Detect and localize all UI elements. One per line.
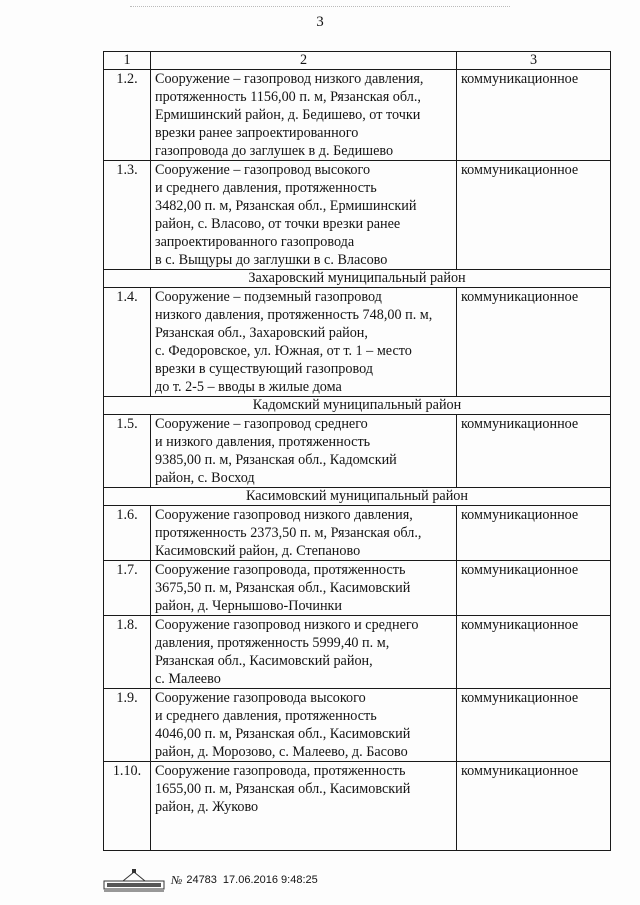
item-type: коммуникационное — [457, 616, 611, 689]
item-description — [151, 689, 457, 762]
description-line: протяженность 2373,50 п. м, Рязанская обл., — [155, 525, 422, 541]
description-line: с. Малеево — [155, 671, 221, 687]
description-line: 9385,00 п. м, Рязанская обл., Кадомский — [155, 452, 397, 468]
description-line: Сооружение газопровода, протяженность — [155, 763, 406, 779]
item-description — [151, 561, 457, 616]
description-line: Сооружение газопровод низкого и среднего — [155, 617, 419, 633]
description-line: район, д. Морозово, с. Малеево, д. Басово — [155, 744, 408, 760]
registration-number: 24783 — [186, 874, 217, 886]
description-line: район, с. Восход — [155, 470, 255, 486]
item-number: 1.9. — [104, 689, 151, 762]
description-line: Сооружение – газопровод высокого — [155, 162, 371, 178]
table-row — [104, 288, 611, 397]
scan-artifact — [130, 6, 510, 10]
page-number: 3 — [316, 14, 324, 30]
item-number: 1.8. — [104, 616, 151, 689]
item-description — [151, 288, 457, 397]
item-type: коммуникационное — [457, 415, 611, 488]
description-line: Рязанская обл., Захаровский район, — [155, 325, 368, 341]
description-line: и низкого давления, протяженность — [155, 434, 371, 450]
item-description — [151, 506, 457, 561]
description-line: 3675,50 п. м, Рязанская обл., Касимовский — [155, 580, 411, 596]
item-type: коммуникационное — [457, 288, 611, 397]
description-line: в с. Выщуры до заглушки в с. Власово — [155, 252, 388, 268]
description-line: 3482,00 п. м, Рязанская обл., Ермишинский — [155, 198, 417, 214]
table-row — [104, 689, 611, 762]
table-row — [104, 70, 611, 161]
description-line: Сооружение газопровода высокого — [155, 690, 366, 706]
item-description — [151, 70, 457, 161]
table-row — [104, 506, 611, 561]
table-row — [104, 762, 611, 851]
item-number: 1.4. — [104, 288, 151, 397]
description-line: район, д. Чернышово-Починки — [155, 598, 343, 614]
item-number: 1.3. — [104, 161, 151, 270]
column-header: 1 — [104, 52, 151, 70]
description-line: с. Федоровское, ул. Южная, от т. 1 – место — [155, 343, 412, 359]
description-line: Ермишинский район, д. Бедишево, от точки — [155, 107, 421, 123]
description-line: Рязанская обл., Касимовский район, — [155, 653, 373, 669]
column-header: 3 — [457, 52, 611, 70]
table-row — [104, 561, 611, 616]
district-label: Захаровский муниципальный район — [104, 270, 611, 288]
district-row — [104, 270, 611, 288]
registration-footer — [103, 867, 318, 893]
district-row — [104, 397, 611, 415]
table-row — [104, 616, 611, 689]
description-line: район, д. Жуково — [155, 799, 259, 815]
table-header-row — [104, 52, 611, 70]
property-table — [103, 51, 611, 851]
district-row — [104, 488, 611, 506]
item-number: 1.10. — [104, 762, 151, 851]
item-description — [151, 161, 457, 270]
description-line: и среднего давления, протяженность — [155, 180, 377, 196]
item-number: 1.2. — [104, 70, 151, 161]
item-type: коммуникационное — [457, 689, 611, 762]
item-number: 1.7. — [104, 561, 151, 616]
registration-timestamp: 17.06.2016 9:48:25 — [222, 874, 318, 886]
item-description — [151, 616, 457, 689]
item-description — [151, 415, 457, 488]
description-line: Сооружение газопровода, протяженность — [155, 562, 406, 578]
description-line: и среднего давления, протяженность — [155, 708, 377, 724]
item-type: коммуникационное — [457, 762, 611, 851]
description-line — [155, 816, 452, 834]
description-line: 4046,00 п. м, Рязанская обл., Касимовский — [155, 726, 411, 742]
item-number: 1.6. — [104, 506, 151, 561]
item-type: коммуникационное — [457, 561, 611, 616]
table-row — [104, 415, 611, 488]
building-seal-icon — [103, 867, 165, 893]
item-type: коммуникационное — [457, 70, 611, 161]
description-line: низкого давления, протяженность 748,00 п. м, — [155, 307, 433, 323]
description-line: врезки в существующий газопровод — [155, 361, 374, 377]
column-header: 2 — [151, 52, 457, 70]
item-description — [151, 762, 457, 851]
description-line: Сооружение – газопровод среднего — [155, 416, 368, 432]
description-line: Сооружение – газопровод низкого давления, — [155, 71, 424, 87]
item-type: коммуникационное — [457, 506, 611, 561]
item-number: 1.5. — [104, 415, 151, 488]
description-line: Касимовский район, д. Степаново — [155, 543, 361, 559]
description-line: давления, протяженность 5999,40 п. м, — [155, 635, 390, 651]
district-label: Касимовский муниципальный район — [104, 488, 611, 506]
description-line: район, с. Власово, от точки врезки ранее — [155, 216, 401, 232]
item-type: коммуникационное — [457, 161, 611, 270]
description-line: Сооружение – подземный газопровод — [155, 289, 382, 305]
description-line: до т. 2-5 – вводы в жилые дома — [155, 379, 342, 395]
description-line: Сооружение газопровод низкого давления, — [155, 507, 413, 523]
description-line: врезки ранее запроектированного — [155, 125, 359, 141]
district-label: Кадомский муниципальный район — [104, 397, 611, 415]
description-line: 1655,00 п. м, Рязанская обл., Касимовский — [155, 781, 411, 797]
description-line: запроектированного газопровода — [155, 234, 355, 250]
description-line: протяженность 1156,00 п. м, Рязанская обл., — [155, 89, 421, 105]
description-line: газопровода до заглушек в д. Бедишево — [155, 143, 394, 159]
table-row — [104, 161, 611, 270]
number-sign: № — [171, 872, 183, 887]
